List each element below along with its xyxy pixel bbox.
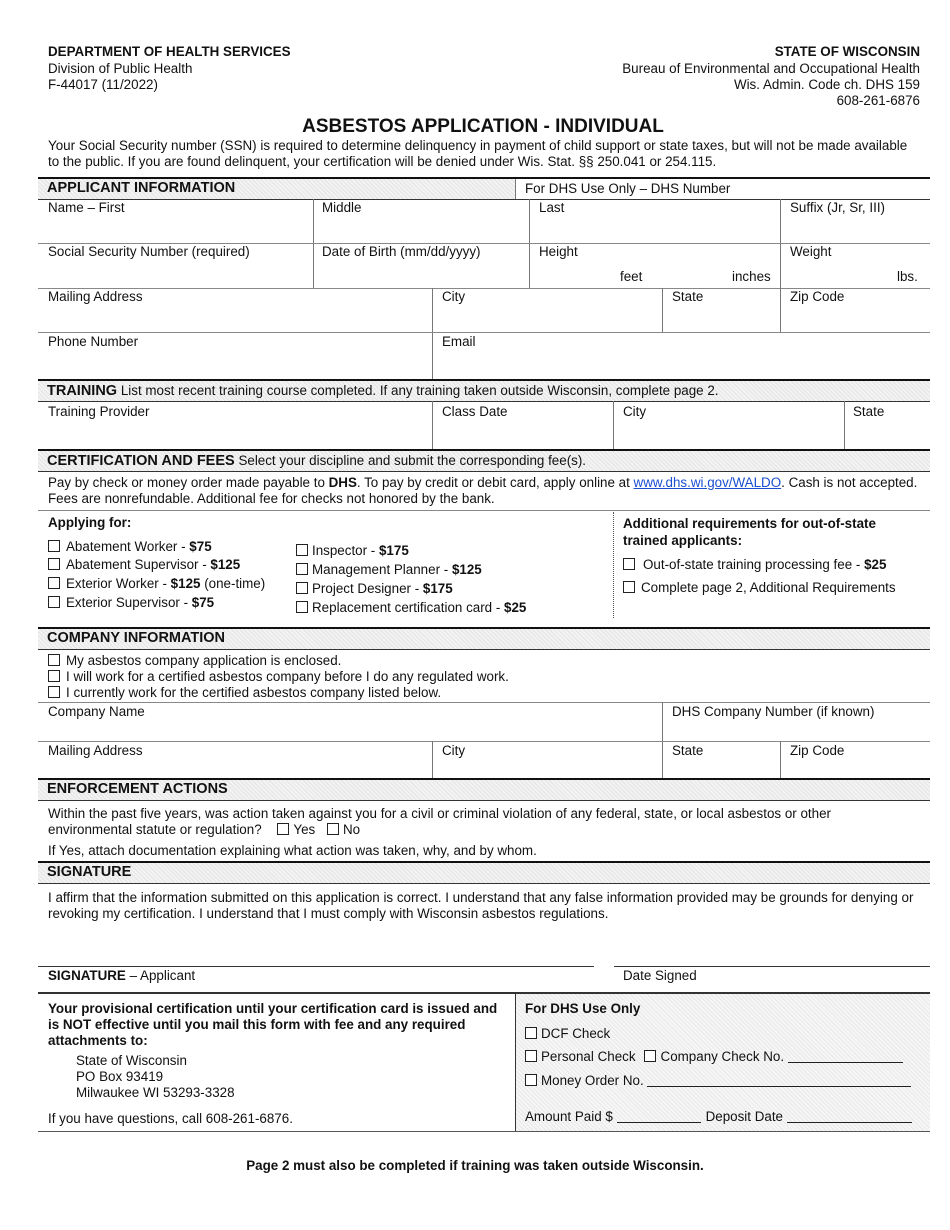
- dob-field[interactable]: Date of Birth (mm/dd/yyyy): [322, 244, 481, 259]
- height-inches-unit: inches: [732, 269, 771, 284]
- first-name-field[interactable]: Name – First: [48, 200, 125, 215]
- exterior-supervisor-checkbox[interactable]: [48, 596, 60, 608]
- exterior-supervisor-option[interactable]: [48, 595, 214, 610]
- option-label: My asbestos company application is enclosed.: [66, 653, 342, 668]
- company-check-number-field[interactable]: [788, 1051, 903, 1063]
- option-fee: $25: [864, 557, 887, 572]
- option-label: I currently work for the certified asbestos company listed below.: [66, 685, 442, 700]
- project-designer-option[interactable]: [296, 581, 453, 596]
- option-label: Exterior Worker -: [66, 576, 171, 591]
- option-label: Exterior Supervisor -: [66, 595, 192, 610]
- division-name: Division of Public Health: [48, 61, 193, 76]
- training-provider-field[interactable]: Training Provider: [48, 404, 150, 419]
- out-of-state-fee-option[interactable]: [623, 557, 886, 572]
- management-planner-checkbox[interactable]: [296, 563, 308, 575]
- abatement-supervisor-checkbox[interactable]: [48, 558, 60, 570]
- enforcement-section-header: [38, 778, 930, 800]
- option-label: Abatement Worker -: [66, 539, 190, 554]
- yes-checkbox[interactable]: [277, 823, 289, 835]
- complete-page2-option[interactable]: [623, 580, 896, 595]
- will-work-option[interactable]: [48, 669, 509, 684]
- out-of-state-heading-2: trained applicants:: [623, 533, 743, 548]
- company-city-field[interactable]: City: [442, 743, 466, 758]
- height-feet-unit: feet: [620, 269, 643, 284]
- option-label: Complete page 2, Additional Requirements: [641, 580, 896, 595]
- payment-instructions: [48, 475, 918, 506]
- training-state-field[interactable]: State: [853, 404, 885, 419]
- mail-address-line3: Milwaukee WI 53293-3328: [76, 1085, 235, 1100]
- training-section-header: [38, 379, 930, 401]
- inspector-option[interactable]: [296, 543, 409, 558]
- state-field[interactable]: State: [672, 289, 704, 304]
- dcf-check-option[interactable]: [525, 1026, 610, 1041]
- signature-suffix: – Applicant: [125, 968, 196, 983]
- option-fee: $175: [378, 543, 409, 558]
- option-label: I will work for a certified asbestos company before I do any regulated work.: [66, 669, 509, 684]
- applicant-heading: APPLICANT INFORMATION: [47, 180, 236, 196]
- option-fee: $125: [170, 576, 201, 591]
- company-enclosed-checkbox[interactable]: [48, 654, 60, 666]
- money-order-checkbox[interactable]: [525, 1074, 537, 1086]
- company-enclosed-option[interactable]: [48, 653, 341, 668]
- height-field[interactable]: Height: [539, 244, 578, 259]
- training-city-field[interactable]: City: [623, 404, 647, 419]
- suffix-field[interactable]: Suffix (Jr, Sr, III): [790, 200, 885, 215]
- deposit-date-label: Deposit Date: [705, 1109, 783, 1124]
- enforcement-heading: ENFORCEMENT ACTIONS: [47, 781, 228, 797]
- personal-check-checkbox[interactable]: [525, 1050, 537, 1062]
- currently-work-option[interactable]: [48, 685, 441, 700]
- applying-for-label: Applying for:: [48, 515, 132, 530]
- mailing-address-field[interactable]: Mailing Address: [48, 289, 143, 304]
- department-name: DEPARTMENT OF HEALTH SERVICES: [48, 44, 291, 59]
- form-number: F-44017 (11/2022): [48, 77, 158, 92]
- zip-field[interactable]: Zip Code: [790, 289, 845, 304]
- waldo-link[interactable]: www.dhs.wi.gov/WALDO: [633, 475, 782, 490]
- abatement-worker-option[interactable]: [48, 539, 212, 554]
- option-label: Inspector -: [312, 543, 379, 558]
- option-fee: $75: [191, 595, 215, 610]
- page2-footer: Page 2 must also be completed if training was taken outside Wisconsin.: [246, 1158, 704, 1173]
- company-check-checkbox[interactable]: [644, 1050, 656, 1062]
- affirmation-text: I affirm that the information submitted on this application is correct. I understand that any false information provided may be grounds for denying or revoking my certification. I understand that I must comply with Wisconsin asbestos regulations.: [48, 890, 914, 921]
- mail-address-line1: State of Wisconsin: [76, 1053, 187, 1068]
- enforcement-note: If Yes, attach documentation explaining what action was taken, why, and by whom.: [48, 843, 537, 858]
- replacement-card-option[interactable]: [296, 600, 526, 615]
- inspector-checkbox[interactable]: [296, 544, 308, 556]
- option-label: Project Designer -: [312, 581, 423, 596]
- ssn-notice: Your Social Security number (SSN) is required to determine delinquency in payment of child support or state taxes, but will not be made available to the public. If you are found delinquent, your certification will be denied under Wis. Stat. §§ 250.041 or 254.115.: [48, 138, 908, 169]
- certification-note: Select your discipline and submit the corresponding fee(s).: [238, 453, 587, 468]
- project-designer-checkbox[interactable]: [296, 582, 308, 594]
- signature-section-header: [38, 861, 930, 883]
- option-label: Replacement certification card -: [312, 600, 505, 615]
- option-label: Money Order No.: [541, 1073, 644, 1088]
- mail-address-line2: PO Box 93419: [76, 1069, 164, 1084]
- exterior-worker-checkbox[interactable]: [48, 577, 60, 589]
- deposit-date-field[interactable]: [787, 1111, 912, 1123]
- enforcement-question-1: Within the past five years, was action taken against you for a civil or criminal violation of any federal, state, or local asbestos or other: [48, 806, 831, 821]
- option-fee: $175: [422, 581, 453, 596]
- payment-text-b: . To pay by credit or debit card, apply online at: [356, 475, 634, 490]
- last-name-field[interactable]: Last: [539, 200, 565, 215]
- middle-name-field[interactable]: Middle: [322, 200, 362, 215]
- amount-paid-field[interactable]: [617, 1111, 701, 1123]
- bureau-name: Bureau of Environmental and Occupational Health: [622, 61, 920, 76]
- will-work-checkbox[interactable]: [48, 670, 60, 682]
- weight-field[interactable]: Weight: [790, 244, 832, 259]
- payment-method-row: [525, 1049, 903, 1064]
- enforcement-question-2: environmental statute or regulation?: [48, 822, 262, 837]
- training-note: List most recent training course completed. If any training taken outside Wisconsin, complete page 2.: [120, 383, 719, 398]
- option-fee: $75: [189, 539, 212, 554]
- no-label: No: [342, 822, 361, 837]
- option-fee: $25: [504, 600, 527, 615]
- ssn-field[interactable]: Social Security Number (required): [48, 244, 250, 259]
- signature-field[interactable]: [48, 968, 195, 983]
- dhs-number-field[interactable]: [515, 179, 930, 199]
- yes-label: Yes: [293, 822, 316, 837]
- option-label: Out-of-state training processing fee -: [643, 557, 865, 572]
- page-title: ASBESTOS APPLICATION - INDIVIDUAL: [302, 116, 664, 137]
- payment-text-c: . Cash is not accepted. Fees are nonrefundable. Additional fee for checks not honored by the bank.: [48, 475, 918, 506]
- email-field[interactable]: Email: [442, 334, 476, 349]
- dhs-number-label: For DHS Use Only – DHS Number: [525, 181, 731, 196]
- company-mailing-field[interactable]: Mailing Address: [48, 743, 143, 758]
- weight-lbs-unit: lbs.: [897, 269, 918, 284]
- class-date-field[interactable]: Class Date: [442, 404, 508, 419]
- company-name-field[interactable]: Company Name: [48, 704, 145, 719]
- out-of-state-fee-checkbox[interactable]: [623, 558, 635, 570]
- option-label: DCF Check: [541, 1026, 611, 1041]
- training-heading: TRAINING: [47, 383, 118, 399]
- exterior-worker-option[interactable]: [48, 576, 265, 591]
- mail-instructions: Your provisional certification until your certification card is issued and is NOT effective until you mail this form with fee and any required attachments to:: [48, 1001, 498, 1048]
- signature-heading: SIGNATURE: [47, 864, 132, 880]
- company-state-field[interactable]: State: [672, 743, 704, 758]
- currently-work-checkbox[interactable]: [48, 686, 60, 698]
- amount-deposit-row: [525, 1109, 912, 1124]
- option-note: (one-time): [200, 576, 266, 591]
- money-order-number-field[interactable]: [647, 1075, 911, 1087]
- management-planner-option[interactable]: [296, 562, 482, 577]
- phone-field[interactable]: Phone Number: [48, 334, 139, 349]
- abatement-worker-checkbox[interactable]: [48, 540, 60, 552]
- questions-phone: If you have questions, call 608-261-6876.: [48, 1111, 293, 1126]
- company-section-header: [38, 627, 930, 649]
- city-field[interactable]: City: [442, 289, 466, 304]
- enforcement-question-line2: [48, 822, 360, 837]
- option-fee: $125: [451, 562, 482, 577]
- company-heading: COMPANY INFORMATION: [47, 630, 226, 646]
- payment-text-a: Pay by check or money order made payable to: [48, 475, 329, 490]
- dhs-use-heading: For DHS Use Only: [525, 1001, 641, 1016]
- signature-label: SIGNATURE: [48, 968, 126, 983]
- company-zip-field[interactable]: Zip Code: [790, 743, 845, 758]
- complete-page2-checkbox[interactable]: [623, 581, 635, 593]
- header-phone: 608-261-6876: [836, 93, 920, 108]
- money-order-option[interactable]: [525, 1073, 911, 1088]
- dhs-company-number-field[interactable]: DHS Company Number (if known): [672, 704, 875, 719]
- date-signed-field[interactable]: Date Signed: [623, 968, 697, 983]
- state-name: STATE OF WISCONSIN: [774, 44, 920, 59]
- replacement-card-checkbox[interactable]: [296, 601, 308, 613]
- option-label: Management Planner -: [312, 562, 452, 577]
- admin-code: Wis. Admin. Code ch. DHS 159: [733, 77, 920, 92]
- payment-payee: DHS: [328, 475, 357, 490]
- dcf-check-checkbox[interactable]: [525, 1027, 537, 1039]
- no-checkbox[interactable]: [327, 823, 339, 835]
- company-check-label: Company Check No.: [660, 1049, 785, 1064]
- amount-paid-label: Amount Paid $: [525, 1109, 613, 1124]
- option-fee: $125: [210, 557, 241, 572]
- certification-heading: CERTIFICATION AND FEES: [47, 453, 235, 469]
- abatement-supervisor-option[interactable]: [48, 557, 240, 572]
- option-label: Abatement Supervisor -: [66, 557, 211, 572]
- out-of-state-heading-1: Additional requirements for out-of-state: [623, 516, 876, 531]
- certification-section-header: [38, 449, 930, 471]
- personal-check-label: Personal Check: [541, 1049, 636, 1064]
